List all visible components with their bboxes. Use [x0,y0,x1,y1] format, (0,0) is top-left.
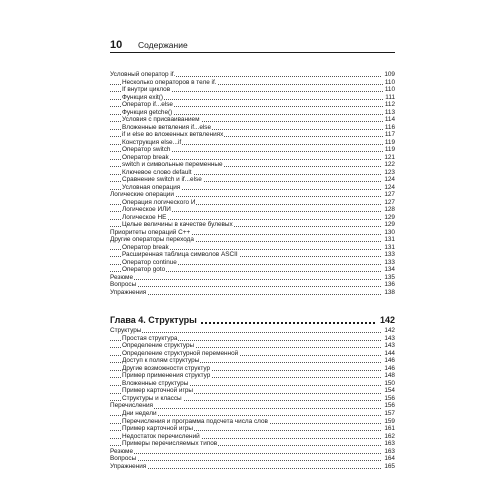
toc-entry-page: 119 [384,146,395,153]
toc-entry-title: Целые величины в качестве булевых [122,221,233,228]
leader-dots [110,453,395,454]
leader-dots [110,286,395,287]
toc-entry-page: 135 [384,273,395,281]
toc-entry-page: 133 [384,251,395,258]
toc-entry-page: 111 [385,93,395,101]
toc-subentry [110,131,395,139]
toc-entry [110,448,395,456]
toc-entry-page: 114 [384,116,395,123]
toc-entry-title: Определение структурной переменной [122,349,239,357]
toc-subentry [110,86,395,94]
leader-dots [110,294,395,295]
toc-subentry [110,251,395,259]
toc-entry-title: If внутри циклов [122,86,171,93]
toc-list-part1 [110,71,395,296]
toc-entry-page: 156 [384,402,395,410]
toc-entry-title: Недостаток перечислений [122,432,200,440]
toc-entry-title: Условный оператор if. [110,71,176,78]
toc-entry-page: 130 [384,228,395,236]
toc-entry-page: 164 [384,455,395,463]
toc-entry [110,455,395,463]
toc-entry-title: if и else во вложенных ветвлениях [122,131,224,138]
toc-entry-page: 146 [384,364,395,372]
toc-entry-title: Упражнения [110,462,147,470]
toc-entry-page: 113 [384,108,395,116]
toc-entry-title: Вложенные ветвления if...else [122,123,212,131]
toc-subentry [110,101,395,109]
toc-subentry [110,206,395,214]
toc-subentry [110,139,395,147]
toc-list-part2 [110,327,395,470]
toc-entry-page: 133 [384,258,395,266]
toc-subentry [110,146,395,154]
toc-entry-page: 112 [384,101,395,108]
toc-entry-page: 127 [384,191,395,198]
toc-entry-page: 109 [384,71,395,78]
toc-subentry [110,184,395,192]
toc-subentry [110,154,395,162]
toc-entry-page: 159 [384,417,395,425]
toc-entry-page: 156 [384,394,395,402]
leader-dots [110,468,395,469]
toc-entry-title: Функция exit() [122,93,164,101]
toc-entry-title: Пример карточной игры [122,425,193,433]
toc-entry-title: Перечисления [110,402,153,410]
toc-subentry [110,418,395,426]
toc-entry [110,71,395,79]
toc-subentry [110,176,395,184]
toc-entry-title: Упражнения [110,288,147,296]
toc-entry-title: Функция getche() [122,108,173,116]
toc-entry-page: 124 [384,176,395,183]
toc-entry-title: Пример карточной игры [122,387,193,395]
toc-entry-title: Логические операции [110,191,174,198]
chapter-page-number: 142 [377,314,395,326]
leader-dots [110,460,395,461]
toc-subentry [110,365,395,373]
toc-entry-page: 123 [384,168,395,176]
toc-subentry [110,244,395,252]
toc-entry-title: Структуры и классы [122,394,182,402]
toc-subentry [110,357,395,365]
toc-entry [110,463,395,471]
toc-entry [110,402,395,410]
toc-subentry [110,342,395,350]
toc-subentry [110,169,395,177]
toc-entry-page: 138 [384,288,395,296]
toc-entry-title: Сравнение switch и if...else [122,176,202,183]
toc-entry-title: Оператор goto [122,266,166,273]
toc-subentry [110,116,395,124]
toc-entry-title: Дни недели [122,410,157,418]
toc-entry-page: 116 [384,123,395,131]
toc-entry-page: 163 [384,447,395,455]
toc-entry-title: Вложенные структуры [122,379,189,387]
toc-entry-page: 134 [384,266,395,273]
toc-entry-page: 165 [384,462,395,470]
toc-entry-title: Оператор switch [122,146,171,153]
header-divider [110,52,395,53]
toc-entry-page: 129 [384,213,395,221]
toc-subentry [110,350,395,358]
toc-entry-page: 110 [384,86,395,93]
toc-entry-page: 163 [384,440,395,448]
toc-entry-page: 143 [384,342,395,350]
toc-subentry [110,259,395,267]
toc-entry-page: 131 [384,236,395,243]
toc-entry [110,236,395,244]
toc-entry-title: Резюме [110,447,133,455]
toc-entry-title: Условная операция [122,183,181,191]
chapter-title: Глава 4. Структуры [110,315,197,325]
toc-entry-page: 150 [384,379,395,387]
toc-entry-page: 110 [384,78,395,86]
toc-entry-title: Простая структура [122,334,178,342]
toc-entry-page: 162 [384,432,395,440]
toc-entry-page: 127 [384,198,395,206]
toc-entry [110,229,395,237]
leader-dots [110,279,395,280]
toc-entry [110,289,395,297]
toc-entry-title: Перечисления и программа подсчета числа слов [122,417,268,425]
toc-entry-title: Ключевое слово default [122,168,192,176]
page-header [110,38,395,52]
toc-subentry [110,94,395,102]
toc-entry [110,281,395,289]
toc-subentry [110,221,395,229]
toc-entry-title: Оператор break [122,153,169,161]
toc-entry-title: Резюме [110,273,133,281]
toc-entry-title: Другие возможности структур [122,364,211,372]
toc-subentry [110,266,395,274]
toc-entry-page: 146 [384,357,395,365]
toc-subentry [110,440,395,448]
toc-entry-title: Вопросы [110,281,137,288]
toc-subentry [110,425,395,433]
running-title: Содержание [138,40,188,50]
toc-entry-title: Приоритеты операций C++ [110,228,191,236]
toc-entry-page: 122 [384,161,395,168]
toc-entry-page: 136 [384,281,395,288]
toc-entry-page: 124 [384,183,395,191]
toc-entry-title: Структуры [110,327,142,334]
toc-entry-title: Оператор break [122,243,169,251]
toc-subentry [110,79,395,87]
toc-entry-title: Операция логического И [122,198,196,206]
toc-entry-title: Другие операторы перехода [110,236,194,243]
toc-entry [110,191,395,199]
toc-entry-page: 142 [384,327,395,334]
toc-subentry [110,214,395,222]
toc-subentry [110,335,395,343]
toc-entry-page: 161 [384,425,395,433]
toc-entry-page: 128 [384,206,395,213]
toc-entry-page: 144 [384,349,395,357]
toc-subentry [110,387,395,395]
toc-entry-title: Конструкция else...if [122,138,182,146]
toc-entry-page: 157 [384,410,395,418]
toc-entry-title: Расширенная таблица символов ASCII [122,251,238,258]
toc-subentry [110,199,395,207]
toc-entry-title: Оператор continue [122,258,177,266]
toc-entry-title: Оператор if...else [122,101,173,108]
toc-entry-page: 121 [384,153,395,161]
toc-entry-page: 148 [384,372,395,380]
toc-subentry [110,372,395,380]
toc-entry-page: 131 [384,243,395,251]
toc-entry-page: 119 [384,138,395,146]
toc-subentry [110,433,395,441]
toc-entry-title: Пример применения структур [122,372,211,380]
toc-entry-title: Логическое ИЛИ [122,206,171,213]
toc-entry-title: Примеры перечисляемых типов [122,440,218,448]
toc-subentry [110,161,395,169]
toc-entry-title: Доступ к полям структуры [122,357,200,365]
toc-subentry [110,109,395,117]
leader-dots [110,332,395,333]
toc-entry-page: 117 [384,131,395,138]
toc-entry [110,274,395,282]
toc-entry-page: 154 [384,387,395,395]
toc-entry [110,327,395,335]
toc-subentry [110,410,395,418]
toc-entry-title: Логическое НЕ [122,213,167,221]
page-number: 10 [110,39,123,51]
toc-subentry [110,395,395,403]
chapter-heading [110,314,395,326]
toc-entry-title: switch и символьные переменные [122,161,223,168]
toc-entry-title: Несколько операторов в теле if. [122,78,217,86]
toc-entry-page: 129 [384,221,395,228]
toc-subentry [110,124,395,132]
toc-entry-title: Условия с присваиванием [122,116,200,123]
toc-entry-title: Определение структуры [122,342,195,350]
toc-entry-title: Вопросы [110,455,137,463]
toc-entry-page: 143 [384,334,395,342]
